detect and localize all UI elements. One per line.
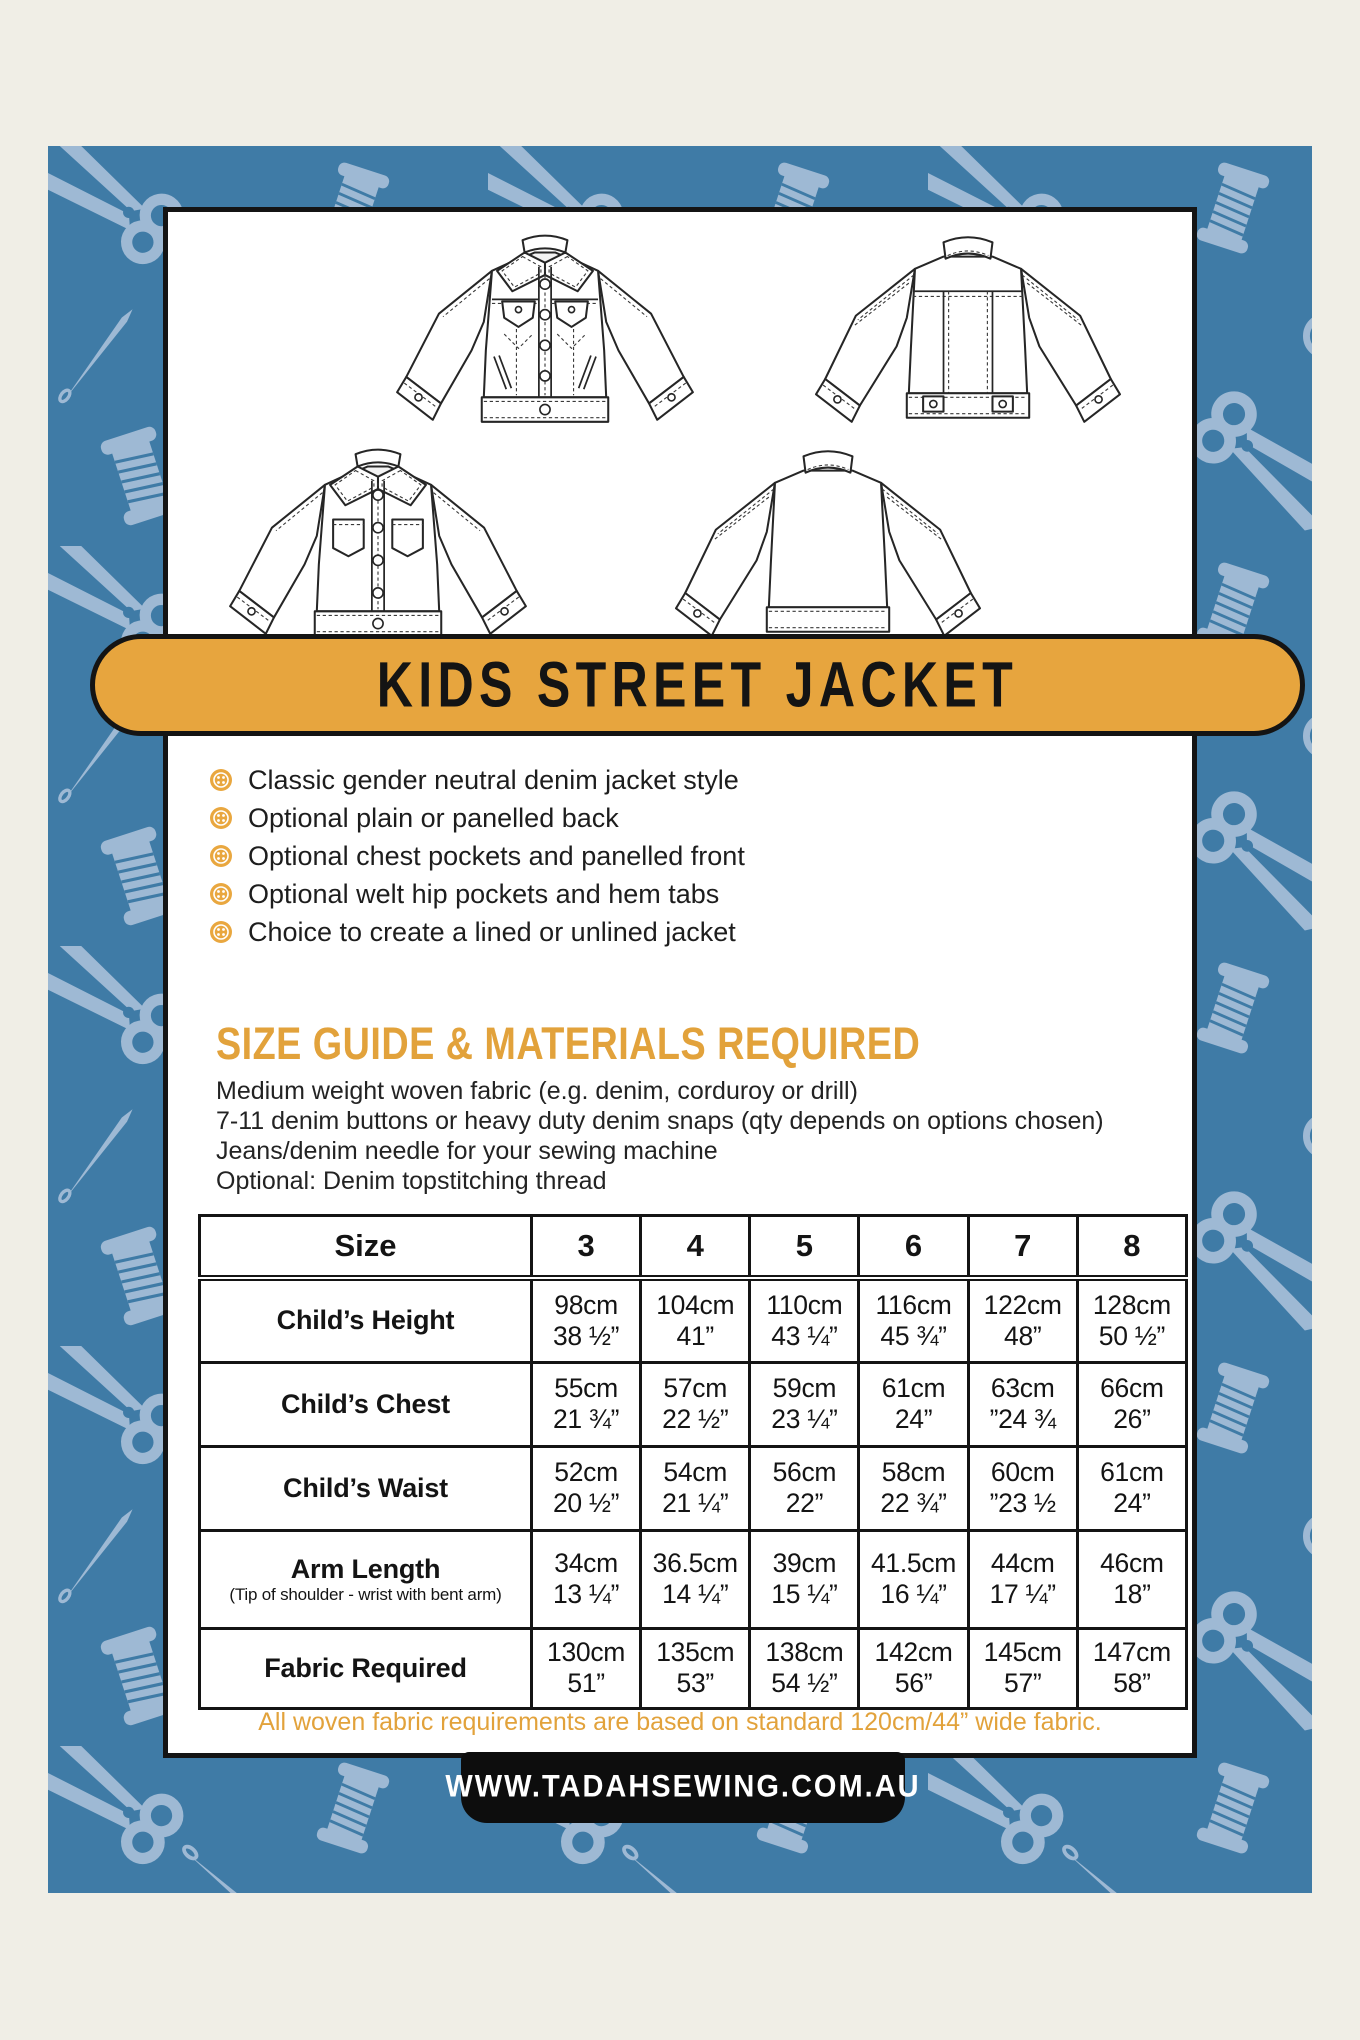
table-cell: 46cm 18” [1077, 1530, 1186, 1628]
button-icon [209, 768, 233, 792]
table-cell: 61cm 24” [1077, 1446, 1186, 1530]
material-line: 7-11 denim buttons or heavy duty denim snaps (qty depends on options chosen) [216, 1107, 1104, 1135]
table-row [200, 1362, 1187, 1446]
button-icon [209, 806, 233, 830]
jacket-technical-drawings [167, 216, 1193, 646]
button-icon [209, 920, 233, 944]
size-col: 6 [859, 1216, 968, 1279]
table-cell: 142cm 56” [859, 1628, 968, 1708]
row-label: Arm Length (Tip of shoulder - wrist with bent arm) [200, 1530, 532, 1628]
page-title: KIDS STREET JACKET [376, 649, 1019, 721]
materials-list [216, 1076, 1104, 1196]
table-cell: 138cm 54 ½” [750, 1628, 859, 1708]
table-cell: 122cm 48” [968, 1278, 1077, 1362]
table-cell: 98cm 38 ½” [532, 1278, 641, 1362]
row-sublabel: (Tip of shoulder - wrist with bent arm) [229, 1585, 502, 1604]
feature-text: Optional welt hip pockets and hem tabs [248, 878, 720, 909]
row-label: Child’s Waist [200, 1446, 532, 1530]
table-cell: 66cm 26” [1077, 1362, 1186, 1446]
table-cell: 44cm 17 ¼” [968, 1530, 1077, 1628]
table-cell: 147cm 58” [1077, 1628, 1186, 1708]
table-cell: 130cm 51” [532, 1628, 641, 1708]
table-cell: 54cm 21 ¼” [641, 1446, 750, 1530]
table-row [200, 1278, 1187, 1362]
jacket-front-panelled-view [397, 236, 693, 422]
table-cell: 145cm 57” [968, 1628, 1077, 1708]
list-item [209, 799, 745, 837]
size-label-cell: Size [200, 1216, 532, 1279]
list-item [209, 761, 745, 799]
table-cell: 63cm ”24 ¾ [968, 1362, 1077, 1446]
website-url: WWW.TADAHSEWING.COM.AU [445, 1769, 921, 1805]
table-cell: 104cm 41” [641, 1278, 750, 1362]
title-banner [90, 634, 1305, 736]
size-col: 4 [641, 1216, 750, 1279]
row-label: Fabric Required [200, 1628, 532, 1708]
material-line: Jeans/denim needle for your sewing machine [216, 1137, 718, 1165]
table-cell: 59cm 23 ¼” [750, 1362, 859, 1446]
table-cell: 128cm 50 ½” [1077, 1278, 1186, 1362]
content-card [163, 207, 1197, 1758]
list-item [209, 837, 745, 875]
list-item [209, 875, 745, 913]
table-cell: 56cm 22” [750, 1446, 859, 1530]
material-line: Optional: Denim topstitching thread [216, 1167, 607, 1195]
table-cell: 110cm 43 ¼” [750, 1278, 859, 1362]
jacket-back-panelled-view [816, 237, 1120, 422]
button-icon [209, 844, 233, 868]
jacket-front-plain-view [230, 450, 526, 636]
size-col: 3 [532, 1216, 641, 1279]
table-row [200, 1628, 1187, 1708]
feature-text: Optional chest pockets and panelled front [248, 840, 745, 871]
row-label: Child’s Chest [200, 1362, 532, 1446]
size-col: 5 [750, 1216, 859, 1279]
feature-text: Classic gender neutral denim jacket style [248, 764, 739, 795]
feature-text: Optional plain or panelled back [248, 802, 619, 833]
row-label: Child’s Height [200, 1278, 532, 1362]
table-header-row [200, 1216, 1187, 1279]
table-cell: 39cm 15 ¼” [750, 1530, 859, 1628]
table-cell: 41.5cm 16 ¼” [859, 1530, 968, 1628]
table-cell: 58cm 22 ¾” [859, 1446, 968, 1530]
size-guide-table [198, 1214, 1188, 1710]
website-badge [445, 1752, 921, 1823]
table-cell: 116cm 45 ¾” [859, 1278, 968, 1362]
size-guide-heading: SIZE GUIDE & MATERIALS REQUIRED [216, 1018, 921, 1069]
jacket-back-plain-view [676, 451, 980, 636]
feature-text: Choice to create a lined or unlined jacket [248, 916, 736, 947]
feature-list [209, 761, 745, 951]
table-cell: 135cm 53” [641, 1628, 750, 1708]
material-line: Medium weight woven fabric (e.g. denim, corduroy or drill) [216, 1077, 858, 1105]
size-col: 7 [968, 1216, 1077, 1279]
table-cell: 61cm 24” [859, 1362, 968, 1446]
button-icon [209, 882, 233, 906]
table-cell: 55cm 21 ¾” [532, 1362, 641, 1446]
table-row [200, 1530, 1187, 1628]
size-col: 8 [1077, 1216, 1186, 1279]
fabric-note: All woven fabric requirements are based on standard 120cm/44” wide fabric. [258, 1708, 1102, 1736]
table-cell: 52cm 20 ½” [532, 1446, 641, 1530]
table-cell: 36.5cm 14 ¼” [641, 1530, 750, 1628]
list-item [209, 913, 745, 951]
table-cell: 34cm 13 ¼” [532, 1530, 641, 1628]
table-cell: 60cm ”23 ½ [968, 1446, 1077, 1530]
table-cell: 57cm 22 ½” [641, 1362, 750, 1446]
table-row [200, 1446, 1187, 1530]
